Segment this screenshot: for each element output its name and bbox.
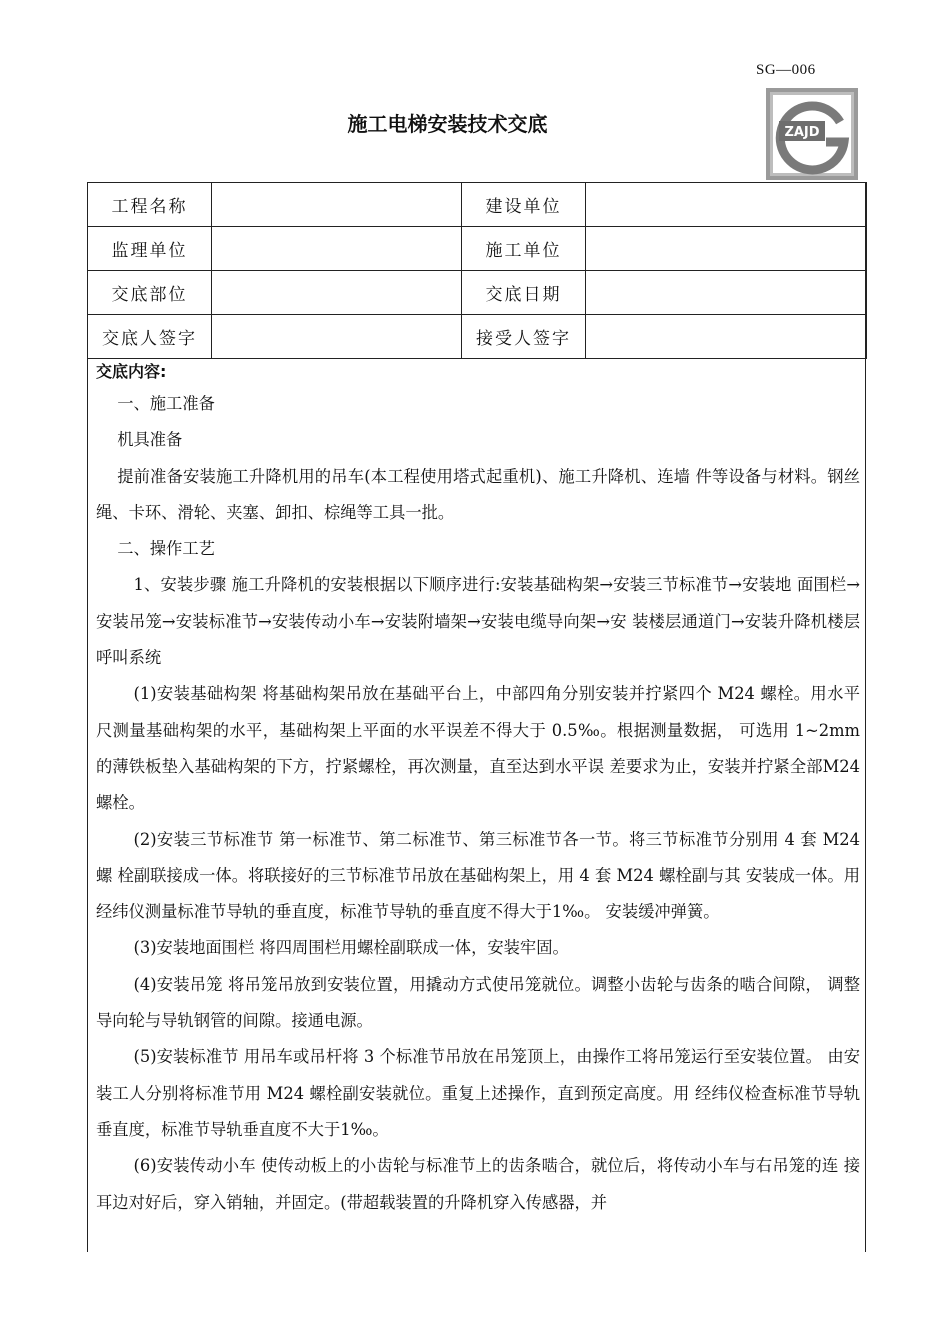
logo-text: ZAJD xyxy=(784,125,820,140)
briefing-content xyxy=(96,358,860,1221)
paragraph: (6)安装传动小车 使传动板上的小齿轮与标准节上的齿条啮合，就位后，将传动小车与右吊笼的连 接耳边对好后，穿入销轴，并固定。(带超载装置的升降机穿入传感器，并 xyxy=(96,1156,860,1212)
field-value[interactable] xyxy=(212,227,462,271)
field-label: 交底人签字 xyxy=(88,315,212,359)
field-value[interactable] xyxy=(586,183,867,227)
field-label: 监理单位 xyxy=(88,227,212,271)
field-value[interactable] xyxy=(586,271,867,315)
page-title: 施工电梯安装技术交底 xyxy=(347,112,548,136)
paragraph: (1)安装基础构架 将基础构架吊放在基础平台上，中部四角分别安装并拧紧四个 M24 螺栓。用水平 尺测量基础构架的水平，基础构架上平面的水平误差不得大于 0.5‰。根据测量数据， 可选用 1~2mm 的薄铁板垫入基础构架的下方，拧紧螺栓，再次测量，直至达到水平误 差要求为止，安装并拧紧全部M24 螺栓。 xyxy=(96,684,860,813)
section-heading: 一、施工准备 xyxy=(117,394,215,413)
table-row xyxy=(88,271,867,315)
table-row xyxy=(88,183,867,227)
field-value[interactable] xyxy=(212,271,462,315)
table-row xyxy=(88,315,867,359)
field-value[interactable] xyxy=(586,315,867,359)
document-number: SG—006 xyxy=(756,62,816,78)
field-label: 工程名称 xyxy=(88,183,212,227)
field-label: 交底日期 xyxy=(462,271,586,315)
subsection-heading: 机具准备 xyxy=(117,430,183,450)
field-label: 施工单位 xyxy=(462,227,586,271)
paragraph: 提前准备安装施工升降机用的吊车(本工程使用塔式起重机)、施工升降机、连墙 件等设备与材料。钢丝绳、卡环、滑轮、夹塞、卸扣、棕绳等工具一批。 xyxy=(96,466,860,522)
field-label: 建设单位 xyxy=(462,183,586,227)
field-label: 接受人签字 xyxy=(462,315,586,359)
paragraph: (4)安装吊笼 将吊笼吊放到安装位置，用撬动方式使吊笼就位。调整小齿轮与齿条的啮合间隙， 调整导向轮与导轨钢管的间隙。接通电源。 xyxy=(96,974,860,1031)
content-heading: 交底内容: xyxy=(96,362,167,381)
company-seal-logo xyxy=(766,88,858,180)
field-label: 交底部位 xyxy=(88,271,212,315)
field-value[interactable] xyxy=(586,227,867,271)
paragraph: (2)安装三节标准节 第一标准节、第二标准节、第三标准节各一节。将三节标准节分别用 4 套 M24 螺 栓副联接成一体。将联接好的三节标准节吊放在基础构架上，用 4 套 M24 螺栓副与其 安装成一体。用经纬仪测量标准节导轨的垂直度，标准节导轨的垂直度不得大于1‰。 安装缓冲弹簧。 xyxy=(96,829,860,922)
paragraph: 1、安装步骤 施工升降机的安装根据以下顺序进行:安装基础构架→安装三节标准节→安装地 面围栏→安装吊笼→安装标准节→安装传动小车→安装附墙架→安装电缆导向架→安 装楼层通道门→安装升降机楼层呼叫系统 xyxy=(96,575,860,668)
field-value[interactable] xyxy=(212,183,462,227)
info-table xyxy=(87,182,867,359)
paragraph: (5)安装标准节 用吊车或吊杆将 3 个标准节吊放在吊笼顶上，由操作工将吊笼运行至安装位置。 由安装工人分别将标准节用 M24 螺栓副安装就位。重复上述操作，直到预定高度。用 经纬仪检查标准节导轨垂直度，标准节导轨垂直度不大于1‰。 xyxy=(96,1047,860,1139)
field-value[interactable] xyxy=(212,315,462,359)
paragraph: (3)安装地面围栏 将四周围栏用螺栓副联成一体，安装牢固。 xyxy=(133,938,569,958)
section-heading: 二、操作工艺 xyxy=(117,539,215,559)
table-row xyxy=(88,227,867,271)
